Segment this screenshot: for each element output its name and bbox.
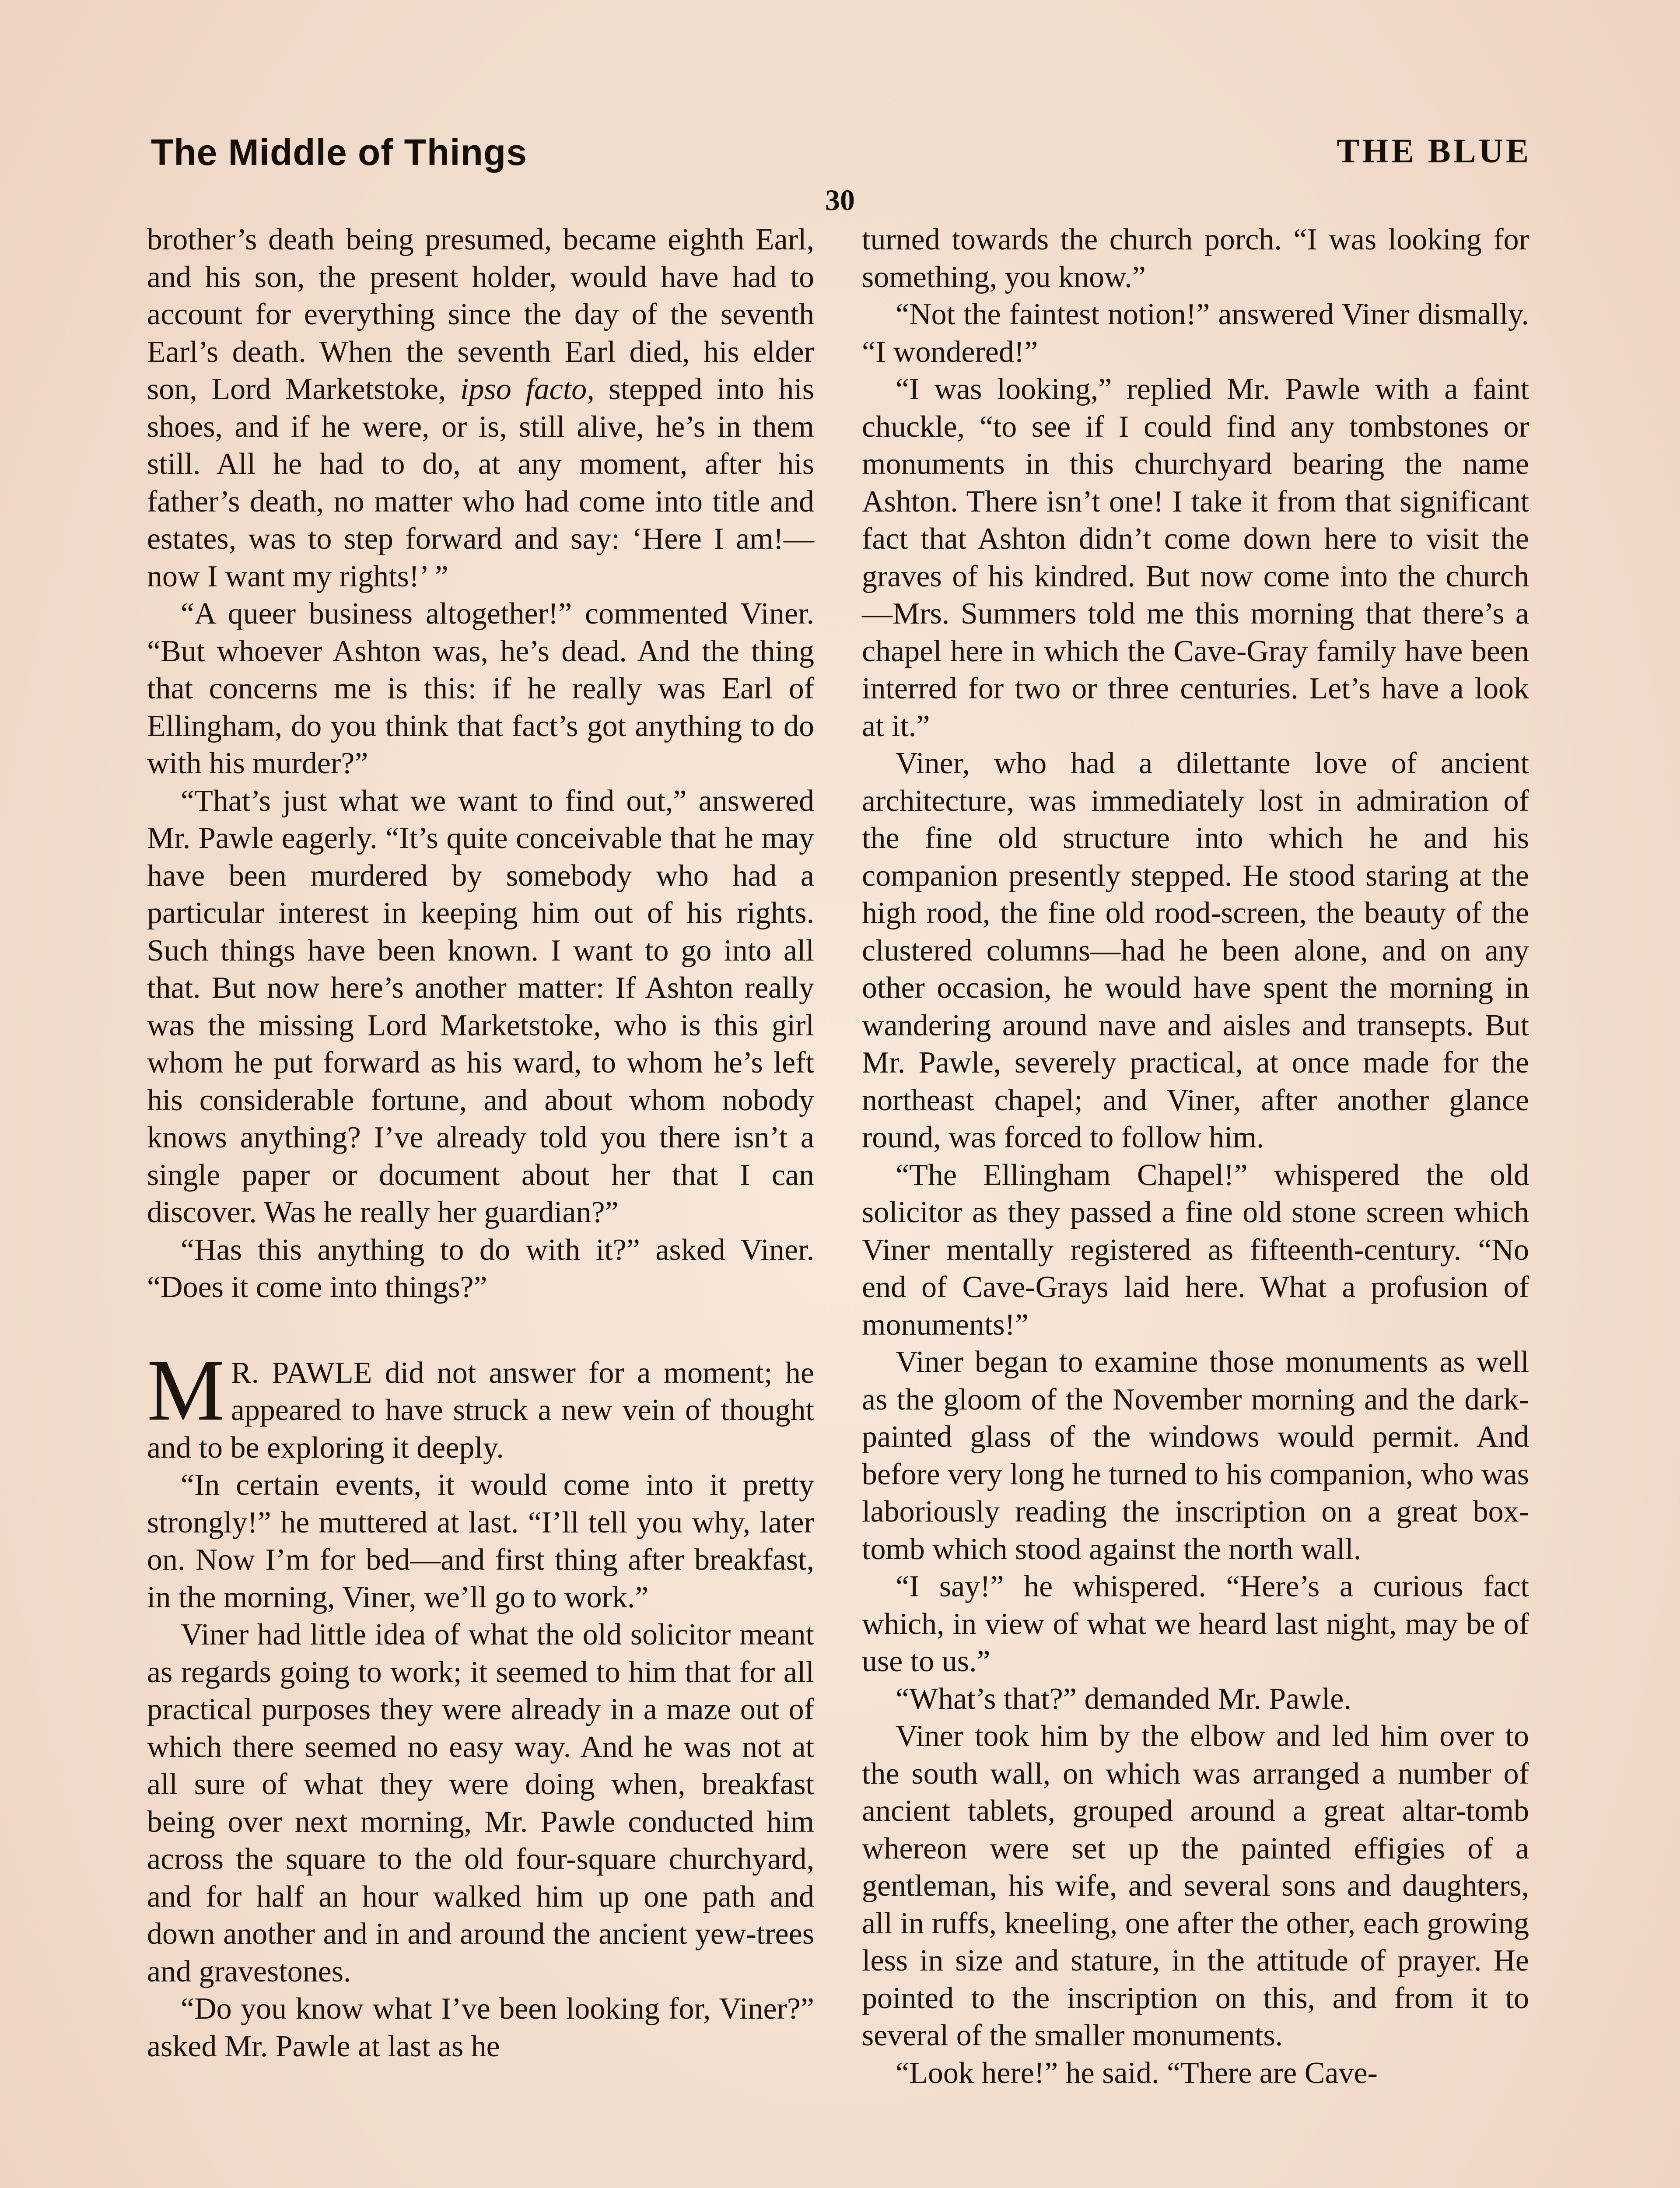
paragraph: “A queer business altogether!” commented Viner. “But whoever Ashton was, he’s dead. And the thing that concerns me is this: if he really was Earl of Ellingham, do you think that fact’s got anything to do with his murder?”	[147, 597, 814, 780]
paragraph-text: stepped into his shoes, and if he were, or is, still alive, he’s in them still. All he had to do, at any moment, after his father’s death, no matter who had come into title and estates, was to step forward and say: ‘Here I am!—now I want my rights!’ ”	[147, 372, 815, 593]
paragraph: “I say!” he whispered. “Here’s a curious fact which, in view of what we heard last night, may be of use to us.”	[862, 1570, 1529, 1678]
paragraph: Viner, who had a dilettante love of ancient architecture, was immediately lost in admiration of the fine old structure into which he and his companion presently stepped. He stood staring at the high rood, the fine old rood-screen, the beauty of the clustered columns—had he been alone, and on any other occasion, he would have spent the morning in wandering around nave and aisles and transepts. But Mr. Pawle, severely practical, at once made for the northeast chapel; and Viner, after another glance round, was forced to follow him.	[862, 747, 1529, 1154]
drop-cap: M	[147, 1342, 225, 1439]
paragraph: “The Ellingham Chapel!” whispered the old solicitor as they passed a fine old stone screen which Viner mentally registered as fifteenth-century. “No end of Cave-Grays laid here. What a profusion of monuments!”	[862, 1158, 1529, 1342]
paragraph: Viner had little idea of what the old solicitor meant as regards going to work; it seemed to him that for all practical purposes they were already in a maze out of which there seemed no easy way. And he was not at all sure of what they were doing when, breakfast being over next morning, Mr. Pawle conducted him across the square to the old four-square churchyard, and for half an hour walked him up one path and down another and in and around the ancient yew-trees and gravestones.	[147, 1618, 814, 1988]
paragraph: “Look here!” he said. “There are Cave-	[896, 2056, 1378, 2090]
page-number: 30	[825, 183, 855, 217]
paragraph: “Has this anything to do with it?” asked Viner. “Does it come into things?”	[147, 1233, 814, 1304]
paragraph: Viner took him by the elbow and led him over to the south wall, on which was arranged a number of ancient tablets, grouped around a great altar-tomb whereon were set up the painted effigies of a gentleman, his wife, and several sons and daughters, all in ruffs, kneeling, one after the other, each growing less in size and stature, in the attitude of prayer. He pointed to the inscription on this, and from it to several of the smaller monuments.	[862, 1719, 1529, 2052]
paragraph: “Not the faintest notion!” answered Viner dismally. “I wondered!”	[862, 298, 1529, 369]
text-column-right	[862, 221, 1529, 2092]
paragraph: turned towards the church porch. “I was looking for something, you know.”	[862, 223, 1529, 294]
paragraph: Viner began to examine those monuments as well as the gloom of the November morning and the dark-painted glass of the windows would permit. And before very long he turned to his companion, who was laboriously reading the inscription on a great box-tomb which stood against the north wall.	[862, 1345, 1529, 1566]
paragraph: “What’s that?” demanded Mr. Pawle.	[896, 1682, 1351, 1716]
running-head-magazine: THE BLUE	[1337, 132, 1531, 170]
paragraph-text: brother’s death being presumed, became eighth Earl, and his son, the present holder, would have had to account for everything since the day of the seventh Earl’s death. When the seventh Earl died, his elder son, Lord Marketstoke,	[147, 223, 814, 406]
paragraph	[147, 221, 814, 595]
paragraph-text: did not answer for a moment; he appeared to have struck a new vein of thought and to be exploring it deeply.	[147, 1356, 815, 1465]
paragraph: “In certain events, it would come into it pretty strongly!” he muttered at last. “I’ll tell you why, later on. Now I’m for bed—and first thing after breakfast, in the morning, Viner, we’ll go to work.”	[147, 1468, 814, 1614]
running-head-title: The Middle of Things	[151, 132, 527, 173]
section-paragraph	[147, 1342, 815, 1467]
paragraph: “I was looking,” replied Mr. Pawle with a faint chuckle, “to see if I could find any tombstones or monuments in this churchyard bearing the name Ashton. There isn’t one! I take it from that significant fact that Ashton didn’t come down here to visit the graves of his kindred. But now come into the church—Mrs. Summers told me this morning that there’s a chapel here in which the Cave-Gray family have been interred for two or three centuries. Let’s have a look at it.”	[862, 372, 1529, 743]
paragraph: “Do you know what I’ve been looking for, Viner?” asked Mr. Pawle at last as he	[147, 1992, 814, 2063]
text-column-left	[147, 221, 814, 2065]
paragraph: “That’s just what we want to find out,” answered Mr. Pawle eagerly. “It’s quite conceivable that he may have been murdered by somebody who had a particular interest in keeping him out of his rights. Such things have been known. I want to go into all that. But now here’s another matter: If Ashton really was the missing Lord Marketstoke, who is this girl whom he put forward as his ward, to whom he’s left his considerable fortune, and about whom nobody knows anything? I’ve already told you there isn’t a single paper or document about her that I can discover. Was he really her guardian?”	[147, 784, 814, 1229]
italic-phrase: ipso facto,	[460, 372, 595, 406]
small-caps-lead: R. PAWLE	[231, 1356, 372, 1390]
